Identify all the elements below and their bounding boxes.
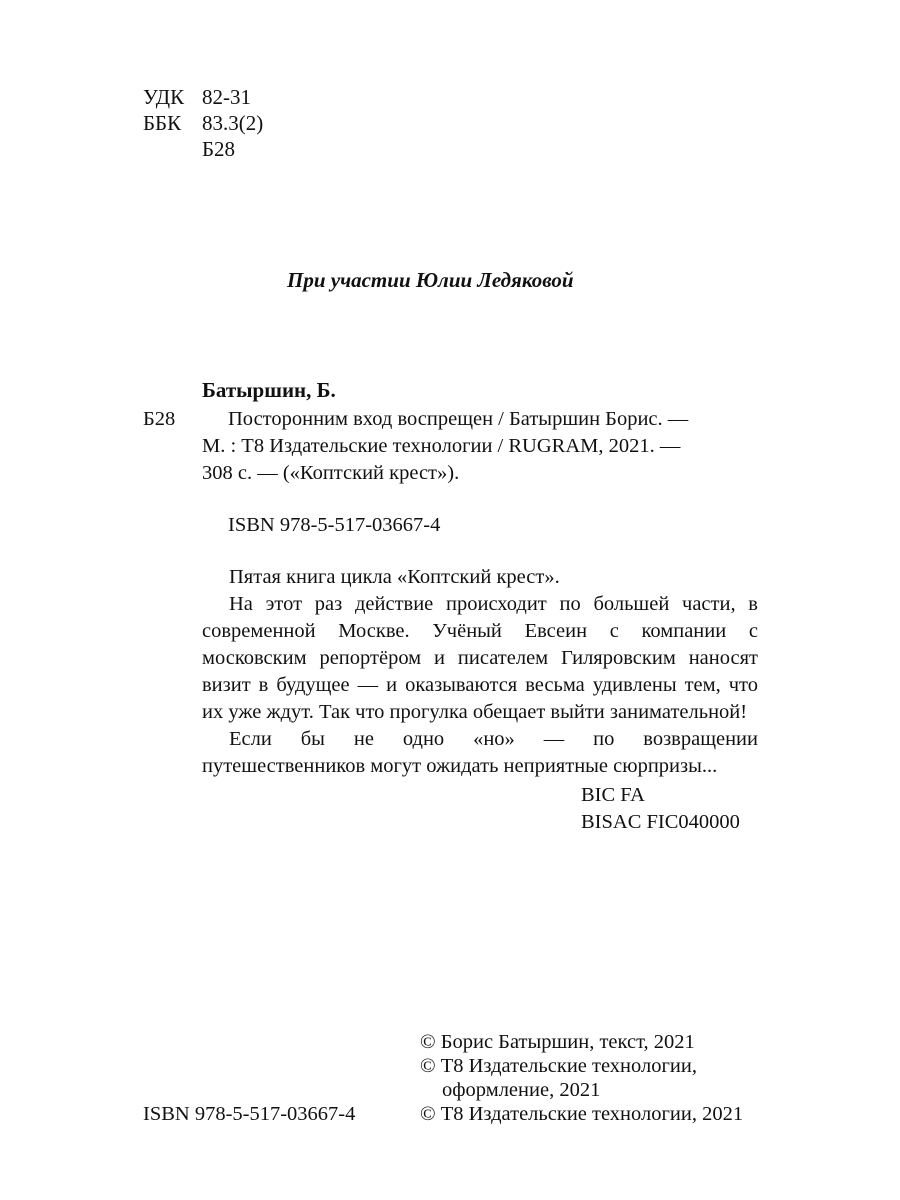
copyright-line: © Т8 Издательские технологии,	[420, 1055, 697, 1077]
udk-row	[143, 84, 343, 110]
bibliographic-mark: Б28	[143, 408, 176, 430]
bbk-value: 83.3(2)	[202, 111, 264, 135]
annotation-paragraph: Если бы не одно «но» — по возвращении путешественников могут ожидать неприятные сюрпризы...	[202, 728, 758, 777]
classification-block	[143, 84, 343, 164]
isbn-record: ISBN 978-5-517-03667-4	[228, 514, 441, 536]
author-mark-top: Б28	[202, 137, 236, 161]
copyright-line: © Борис Батыршин, текст, 2021	[420, 1031, 695, 1053]
bibliographic-line: М. : Т8 Издательские технологии / RUGRAM, 2021. —	[202, 435, 681, 457]
annotation-paragraph: На этот раз действие происходит по большей части, в современной Москве. Учёный Евсеин с компании с московским репортёром и писателем Гиляровским наносят визит в будущее — и оказываются весьма удивлены тем, что их уже ждут. Так что прогулка обещает выйти занимательной!	[202, 593, 758, 723]
bibliographic-line: 308 с. — («Коптский крест»).	[202, 462, 460, 484]
participation-credit: При участии Юлии Ледяковой	[287, 268, 574, 292]
bbk-label: ББК	[143, 111, 182, 135]
footer-isbn: ISBN 978-5-517-03667-4	[143, 1103, 356, 1125]
bibliographic-line: Посторонним вход воспрещен / Батыршин Борис. —	[228, 408, 689, 430]
copyright-line: оформление, 2021	[442, 1079, 601, 1101]
author-heading: Батыршин, Б.	[202, 378, 336, 402]
udk-value: 82-31	[202, 85, 251, 109]
bic-code: BIC FA	[581, 784, 645, 806]
annotation-paragraph: Пятая книга цикла «Коптский крест».	[229, 566, 560, 588]
udk-label: УДК	[143, 85, 185, 109]
author-mark-row	[143, 136, 343, 162]
bbk-row	[143, 110, 343, 136]
copyright-line: © Т8 Издательские технологии, 2021	[420, 1103, 744, 1125]
bisac-code: BISAC FIC040000	[581, 811, 740, 833]
annotation	[202, 564, 758, 780]
